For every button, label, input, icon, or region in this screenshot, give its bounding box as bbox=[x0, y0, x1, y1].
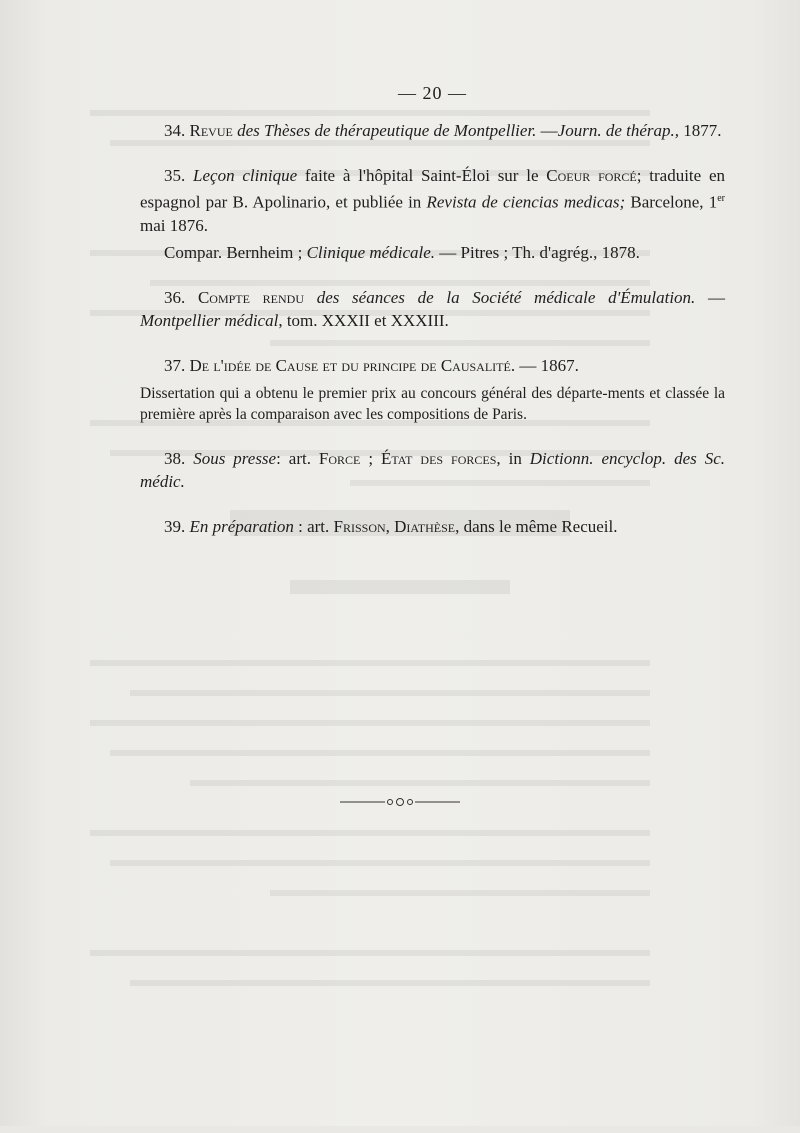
entry-35 bbox=[140, 164, 725, 237]
entry-caps: Compte rendu bbox=[197, 287, 304, 307]
entry-text: , bbox=[385, 516, 395, 536]
entry-caps: Coeur forcé bbox=[546, 166, 637, 185]
entry-39 bbox=[140, 515, 725, 538]
entry-superscript: er bbox=[717, 193, 726, 204]
entry-37-description bbox=[140, 383, 725, 425]
entry-text: des séances de la Société médicale d'Émulation. bbox=[304, 287, 696, 307]
entry-caps: Frisson bbox=[333, 516, 386, 536]
entry-35-compar bbox=[140, 241, 725, 264]
entry-text: mai 1876. bbox=[140, 215, 208, 235]
entry-text: faite à l'hôpital Saint-Éloi sur le bbox=[297, 166, 539, 185]
entry-journal: Dictionn. encyclop. des Sc. médic. bbox=[140, 448, 725, 491]
compar-title: Clinique médicale. bbox=[306, 242, 436, 262]
entry-text: ; traduite en espagnol par B. Apolinario, et publiée in bbox=[140, 166, 726, 212]
entry-number: 34. bbox=[164, 121, 186, 140]
entry-caps: État des forces bbox=[381, 448, 497, 468]
entry-caps: Diathèse bbox=[394, 516, 456, 536]
entry-number: 35. bbox=[164, 166, 186, 185]
entry-description: Dissertation qui a obtenu le premier prix au concours général des départe-ments et classée la première après la comparaison avec les compositions de Paris. bbox=[140, 384, 725, 423]
entry-text: , tom. XXXII et XXXIII. bbox=[278, 310, 449, 330]
entry-separator: — bbox=[536, 121, 558, 140]
entry-text: : art. bbox=[293, 516, 334, 536]
entry-year: 1877. bbox=[683, 121, 722, 140]
entry-34 bbox=[140, 119, 725, 142]
entry-text: ; bbox=[360, 448, 382, 468]
entry-caps: De l'idée de Cause et du principe de Causalité. bbox=[189, 355, 516, 375]
entry-37 bbox=[140, 354, 725, 377]
entry-number: 36. bbox=[164, 287, 186, 307]
entry-separator: — bbox=[695, 287, 726, 307]
entry-label: Sous presse bbox=[193, 448, 277, 468]
entry-caps: Force bbox=[318, 448, 361, 468]
entry-text: : art. bbox=[276, 448, 319, 468]
entry-number: 37. bbox=[164, 355, 186, 375]
entry-number: 38. bbox=[164, 448, 186, 468]
entry-year: — 1867. bbox=[515, 355, 579, 375]
entry-label: En préparation bbox=[189, 516, 294, 536]
entry-text: , dans le même Recueil. bbox=[455, 516, 618, 536]
entry-journal: Revista de ciencias medicas; bbox=[426, 192, 626, 212]
entry-text: , in bbox=[496, 448, 530, 468]
entry-38 bbox=[140, 447, 725, 493]
entry-journal: Montpellier médical bbox=[140, 310, 279, 330]
page-number: — 20 — bbox=[398, 83, 467, 103]
ornament-divider bbox=[340, 795, 460, 809]
compar-text: Compar. Bernheim ; bbox=[164, 242, 307, 262]
text-block bbox=[140, 82, 725, 560]
entry-text: Barcelone, 1 bbox=[625, 192, 718, 212]
entry-journal: Journ. de thérap., bbox=[557, 121, 680, 140]
entry-36 bbox=[140, 286, 725, 332]
compar-text: — Pitres ; Th. d'agrég., 1878. bbox=[435, 242, 640, 262]
entry-text: des Thèses de thérapeutique de Montpellier. bbox=[237, 121, 537, 140]
entry-title: Revue bbox=[189, 121, 233, 140]
entry-title: Leçon clinique bbox=[193, 166, 298, 185]
entry-number: 39. bbox=[164, 516, 186, 536]
